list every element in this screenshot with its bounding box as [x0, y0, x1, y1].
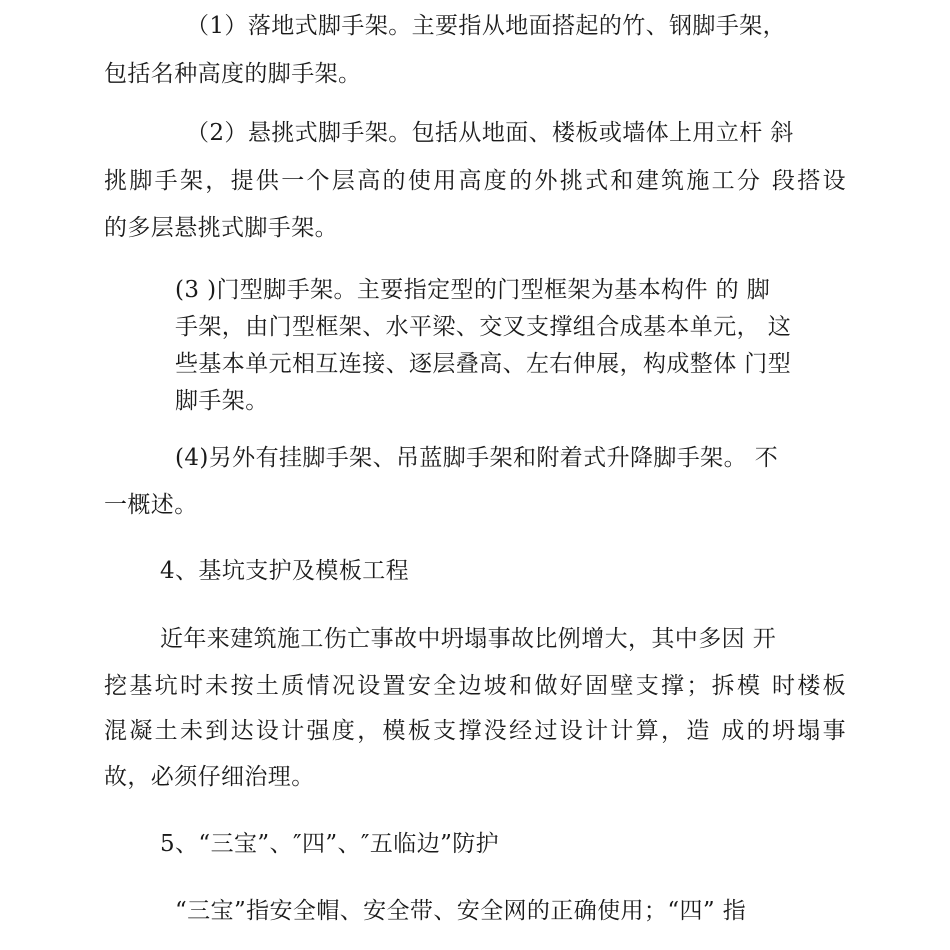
p3-line-3: 些基本单元相互连接、逐层叠高、左右伸展，构成整体 门型 — [175, 351, 792, 377]
p3-line-1: (3 )门型脚手架。主要指定型的门型框架为基本构件 的 脚 — [175, 277, 771, 303]
p5-line-3: 混凝土未到达设计强度，模板支撑没经过设计计算，造 成的坍塌事 — [104, 718, 846, 744]
p3-line-4: 脚手架。 — [175, 388, 269, 414]
p2-line-1: （2）悬挑式脚手架。包括从地面、楼板或墙体上用立杆 斜 — [186, 120, 794, 146]
p3-line-2: 手架，由门型框架、水平梁、交叉支撑组合成基本单元， 这 — [175, 314, 792, 340]
p2-line-2: 挑脚手架，提供一个层高的使用高度的外挑式和建筑施工分 段搭设 — [104, 168, 846, 194]
p4-line-2: 一概述。 — [104, 492, 198, 518]
section-heading-4: 4、基坑支护及模板工程 — [160, 558, 410, 584]
p1-line-1: （1）落地式脚手架。主要指从地面搭起的竹、钢脚手架， — [186, 13, 787, 39]
p1-line-2: 包括名种高度的脚手架。 — [104, 61, 362, 87]
p5-line-1: 近年来建筑施工伤亡事故中坍塌事故比例增大，其中多因 开 — [160, 626, 777, 652]
p4-line-1: (4)另外有挂脚手架、吊蓝脚手架和附着式升降脚手架。 不 — [175, 445, 779, 471]
p5-line-4: 故，必须仔细治理。 — [104, 764, 315, 790]
p5-line-2: 挖基坑时未按土质情况设置安全边坡和做好固壁支撑；拆模 时楼板 — [104, 673, 846, 699]
p2-line-3: 的多层悬挑式脚手架。 — [104, 215, 338, 241]
section-heading-5: 5、“三宝”、″四”、″五临边”防护 — [160, 831, 500, 857]
p6-line-1: “三宝”指安全帽、安全带、安全网的正确使用；“四” 指 — [175, 898, 747, 924]
